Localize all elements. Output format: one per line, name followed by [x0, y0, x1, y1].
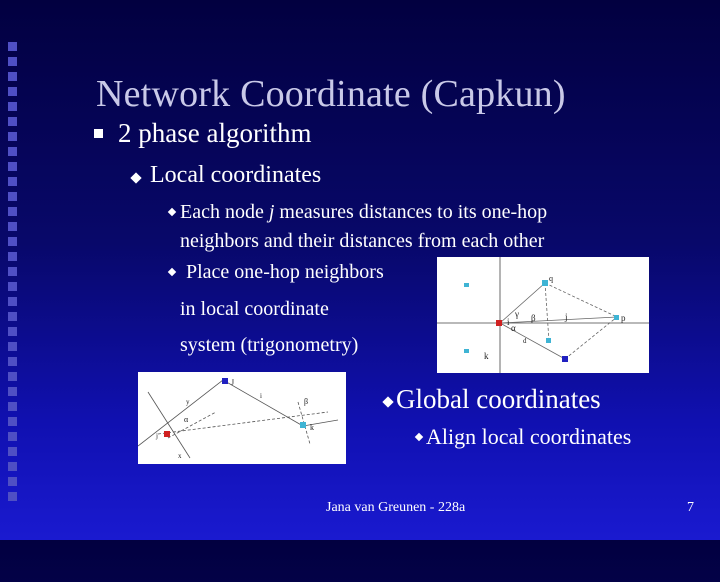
label-alpha: α — [511, 323, 516, 333]
slide-title: Network Coordinate (Capkun) — [96, 73, 566, 115]
global-coordinate-diagram — [138, 372, 346, 464]
label-gamma: γ — [515, 309, 519, 319]
label-i: i — [507, 317, 510, 327]
decorative-left-strip — [0, 0, 24, 582]
square-bullet-icon — [94, 129, 103, 138]
sub-bullet-place-line2: in local coordinate — [180, 298, 329, 320]
label-k: k — [310, 423, 314, 432]
page-number: 7 — [687, 500, 694, 515]
sub-bullet-align: Align local coordinates — [426, 424, 632, 449]
label-beta: β — [304, 397, 309, 406]
sub-bullet-measure — [180, 199, 547, 226]
label-J: J — [231, 378, 235, 387]
sub-bullet-measure-pre: Each node — [180, 201, 269, 223]
label-k: k — [484, 351, 489, 361]
node-variable-j: j — [268, 201, 275, 223]
bullet-global-coordinates: Global coordinates — [396, 384, 601, 414]
sub-bullet-measure-post: measures distances to its one-hop — [274, 201, 548, 223]
small-diamond-bullet-icon — [168, 268, 176, 276]
label-y: y — [186, 398, 190, 406]
small-diamond-bullet-icon — [168, 208, 176, 216]
sub-bullet-measure-line2: neighbors and their distances from each other — [180, 230, 545, 252]
label-beta: β — [531, 313, 536, 323]
small-diamond-bullet-icon — [415, 433, 423, 441]
label-p: p — [621, 313, 626, 323]
label-alpha: α — [184, 415, 189, 424]
label-x: x — [178, 452, 182, 460]
diamond-bullet-icon — [382, 396, 393, 407]
label-j: j — [565, 312, 568, 322]
label-i: i — [260, 392, 262, 400]
local-coordinate-diagram — [437, 257, 649, 373]
footer-author: Jana van Greunen - 228a — [326, 500, 466, 515]
bullet-two-phase: 2 phase algorithm — [118, 118, 312, 148]
sub-bullet-place-line1: Place one-hop neighbors — [186, 261, 384, 283]
diamond-bullet-icon — [130, 172, 141, 183]
label-d: d — [523, 337, 527, 345]
label-j: j — [156, 432, 158, 440]
label-q: q — [549, 274, 553, 283]
sub-bullet-place-line3: system (trigonometry) — [180, 334, 359, 356]
bullet-local-coordinates: Local coordinates — [150, 162, 322, 188]
